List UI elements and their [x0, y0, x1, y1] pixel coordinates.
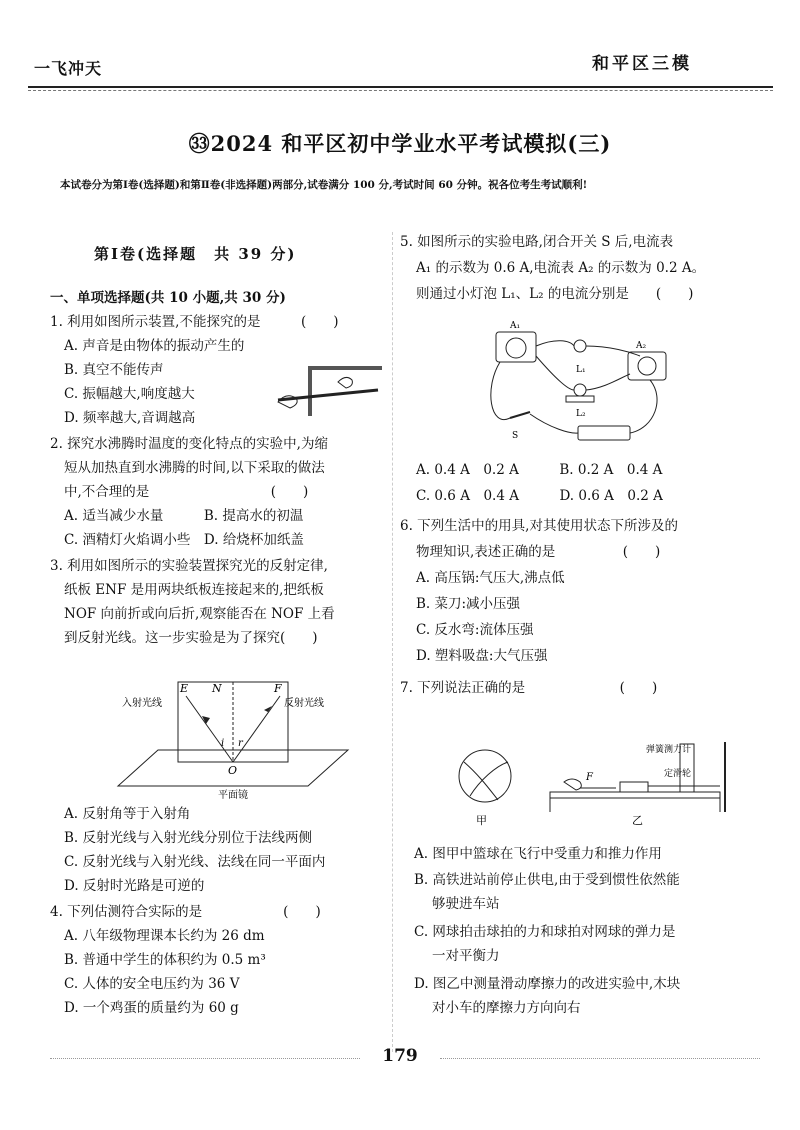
q3-option-d: D. 反射时光路是可逆的 — [64, 878, 205, 894]
q1-option-d: D. 频率越大,音调越高 — [64, 410, 196, 426]
label-l1: L₁ — [576, 365, 586, 375]
q3-reflection-figure — [108, 678, 358, 803]
q1-option-c: C. 振幅越大,响度越大 — [64, 386, 195, 402]
q6-option-a: A. 高压锅:气压大,沸点低 — [416, 570, 565, 586]
header-rule — [28, 86, 773, 88]
q3-stem-1: 3. 利用如图所示的实验装置探究光的反射定律, — [50, 558, 328, 574]
q3-stem-4: 到反射光线。这一步实验是为了探究( ) — [64, 630, 318, 646]
label-spring-scale: 弹簧测力计 — [646, 745, 692, 755]
q5-circuit-figure — [480, 318, 670, 454]
label-force-f: F — [586, 772, 593, 783]
q5-stem-1: 5. 如图所示的实验电路,闭合开关 S 后,电流表 — [400, 234, 674, 250]
q3-option-a: A. 反射角等于入射角 — [64, 806, 191, 822]
footer-dots-left — [50, 1058, 360, 1059]
q1-option-b: B. 真空不能传声 — [64, 362, 164, 378]
q7-option-a: A. 图甲中篮球在飞行中受重力和推力作用 — [414, 846, 662, 862]
label-o: O — [228, 764, 238, 777]
q2-stem-2: 短从加热直到水沸腾的时间,以下采取的做法 — [64, 460, 325, 476]
column-divider — [392, 232, 393, 1052]
q7-option-b-2: 够驶进车站 — [432, 896, 500, 912]
q6-option-b: B. 菜刀:减小压强 — [416, 596, 521, 612]
q6-option-d: D. 塑料吸盘:大气压强 — [416, 648, 548, 664]
q2-stem-3: 中,不合理的是 ( ) — [64, 484, 309, 500]
q1-ruler-figure — [268, 362, 388, 422]
q1-option-a: A. 声音是由物体的振动产生的 — [64, 338, 245, 354]
q7-stem: 7. 下列说法正确的是 ( ) — [400, 680, 658, 696]
q4-option-d: D. 一个鸡蛋的质量约为 60 g — [64, 1000, 239, 1016]
brand-logo: 一飞冲天 — [34, 59, 103, 78]
region-label: 和平区三模 — [592, 54, 692, 74]
q6-option-c: C. 反水弯:流体压强 — [416, 622, 534, 638]
label-jia: 甲 — [476, 814, 487, 827]
label-pulley: 定滑轮 — [664, 769, 692, 779]
q5-stem-2: A₁ 的示数为 0.6 A,电流表 A₂ 的示数为 0.2 A。 — [416, 260, 706, 276]
q4-stem: 4. 下列估测符合实际的是 ( ) — [50, 904, 321, 920]
q2-stem-1: 2. 探究水沸腾时温度的变化特点的实验中,为缩 — [50, 436, 328, 452]
label-yi: 乙 — [632, 814, 643, 827]
footer-dots-right — [440, 1058, 760, 1059]
q5-options-ab: A. 0.4 A 0.2 A B. 0.2 A 0.4 A — [416, 462, 663, 478]
q4-option-b: B. 普通中学生的体积约为 0.5 m³ — [64, 952, 266, 968]
label-e: E — [180, 682, 189, 695]
q5-stem-3: 则通过小灯泡 L₁、L₂ 的电流分别是 ( ) — [416, 286, 694, 302]
label-a1: A₁ — [510, 321, 521, 331]
q3-option-b: B. 反射光线与入射光线分别位于法线两侧 — [64, 830, 313, 846]
q7-figure — [440, 740, 740, 828]
q5-options-cd: C. 0.6 A 0.4 A D. 0.6 A 0.2 A — [416, 488, 663, 504]
label-mirror: 平面镜 — [218, 790, 248, 801]
q4-option-c: C. 人体的安全电压约为 36 V — [64, 976, 240, 992]
q3-stem-2: 纸板 ENF 是用两块纸板连接起来的,把纸板 — [64, 582, 324, 598]
label-reflected: 反射光线 — [284, 698, 324, 709]
q6-stem-1: 6. 下列生活中的用具,对其使用状态下所涉及的 — [400, 518, 678, 534]
label-incident: 入射光线 — [122, 698, 162, 709]
q3-option-c: C. 反射光线与入射光线、法线在同一平面内 — [64, 854, 326, 870]
exam-note: 本试卷分为第Ⅰ卷(选择题)和第Ⅱ卷(非选择题)两部分,试卷满分 100 分,考试时间 60 分钟。祝各位考生考试顺利! — [60, 179, 588, 191]
q2-options-ab: A. 适当减少水量 B. 提高水的初温 — [64, 508, 304, 524]
q3-stem-3: NOF 向前折或向后折,观察能否在 NOF 上看 — [64, 606, 335, 622]
label-n: N — [212, 682, 222, 695]
part-heading: 一、单项选择题(共 10 小题,共 30 分) — [50, 290, 286, 306]
q7-option-b-1: B. 高铁进站前停止供电,由于受到惯性依然能 — [414, 872, 680, 888]
q6-stem-2: 物理知识,表述正确的是 ( ) — [416, 544, 661, 560]
page-title: ㉝2024 和平区初中学业水平考试模拟(三) — [188, 131, 612, 156]
label-s: S — [512, 431, 519, 441]
q7-option-c-1: C. 网球拍击球拍的力和球拍对网球的弹力是 — [414, 924, 676, 940]
section-heading: 第Ⅰ卷(选择题 共 39 分) — [94, 245, 297, 263]
q7-option-c-2: 一对平衡力 — [432, 948, 500, 964]
header-rule-dashed — [28, 90, 773, 91]
label-r: r — [238, 738, 243, 749]
label-a2: A₂ — [636, 341, 647, 351]
q1-stem: 1. 利用如图所示装置,不能探究的是 ( ) — [50, 314, 339, 330]
q7-option-d-1: D. 图乙中测量滑动摩擦力的改进实验中,木块 — [414, 976, 681, 992]
q4-option-a: A. 八年级物理课本长约为 26 dm — [64, 928, 265, 944]
page-number: 179 — [382, 1046, 418, 1066]
left-column — [50, 240, 390, 1040]
q2-options-cd: C. 酒精灯火焰调小些 D. 给烧杯加纸盖 — [64, 532, 304, 548]
label-l2: L₂ — [576, 409, 586, 419]
label-f: F — [274, 682, 282, 695]
label-i: i — [221, 738, 225, 749]
q7-option-d-2: 对小车的摩擦力方向向右 — [432, 1000, 581, 1016]
